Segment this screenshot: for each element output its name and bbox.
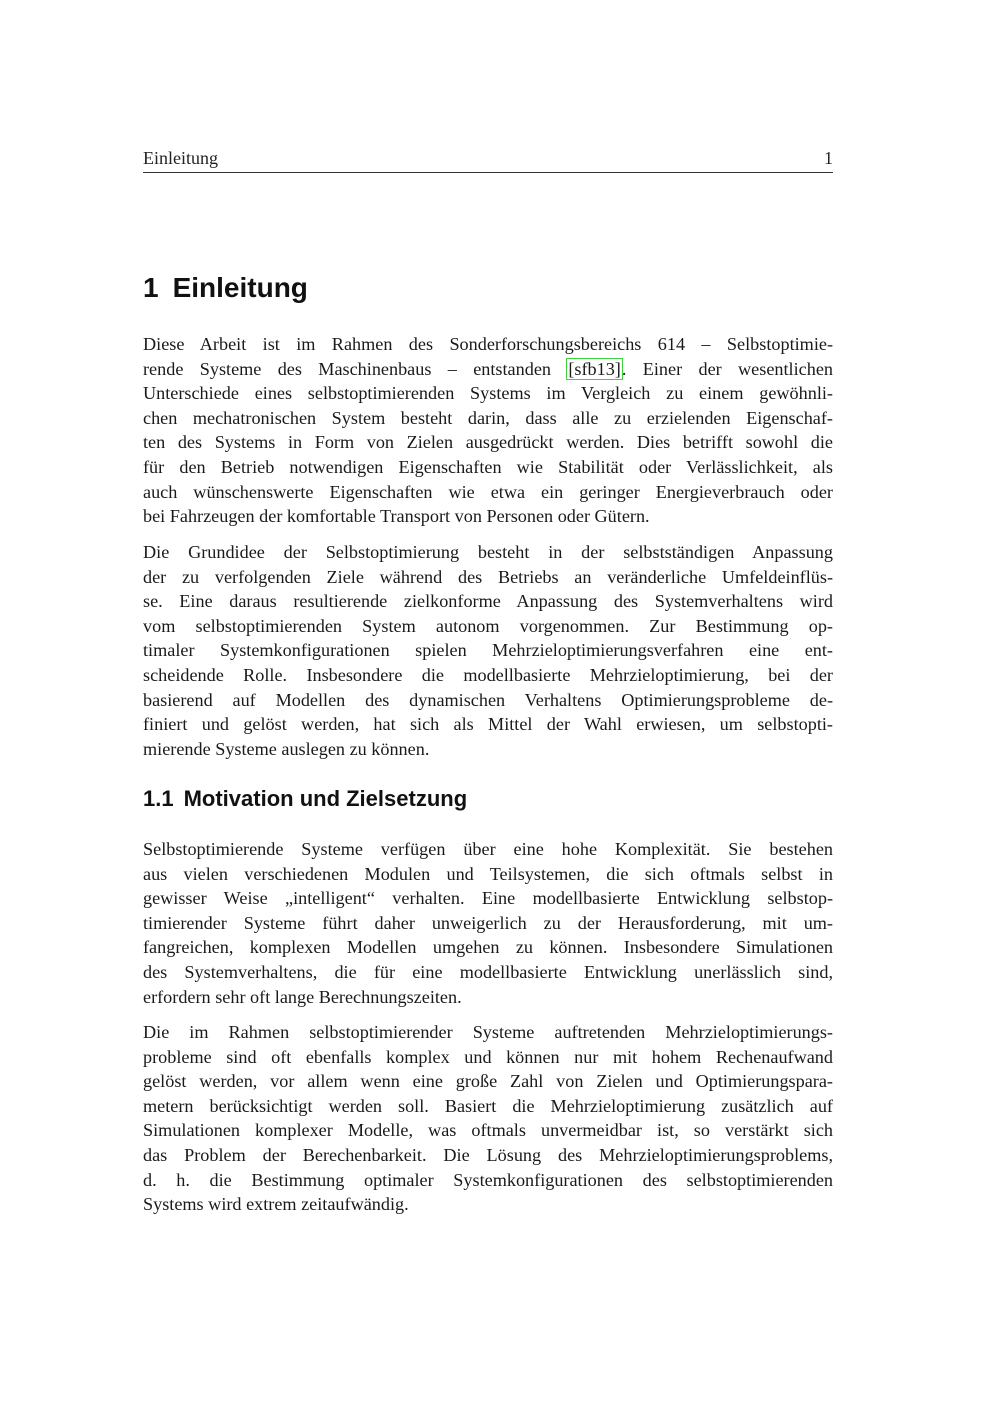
text-line: scheidende Rolle. Insbesondere die modellbasierte Mehrzieloptimierung, bei der [143,664,833,685]
text-line: für den Betrieb notwendigen Eigenschaften wie Stabilität oder Verlässlichkeit, als [143,456,833,477]
text-line: des Systemverhaltens, die für eine modellbasierte Entwicklung unerlässlich sind, [143,961,833,982]
text-line: das Problem der Berechenbarkeit. Die Lösung des Mehrzieloptimierungsproblems, [143,1144,833,1165]
text-line: vom selbstoptimierenden System autonom vorgenommen. Zur Bestimmung op- [143,615,833,636]
paragraph-motivation-2 [143,1020,833,1217]
text-line: bei Fahrzeugen der komfortable Transport von Personen oder Gütern. [143,506,650,527]
text-line: gewisser Weise „intelligent“ verhalten. Eine modellbasierte Entwicklung selbstop- [143,888,833,909]
text-line: se. Eine daraus resultierende zielkonforme Anpassung des Systemverhaltens wird [143,591,833,612]
text-line: auch wünschenswerte Eigenschaften wie etwa ein geringer Energieverbrauch oder [143,481,833,502]
chapter-number: 1 [143,272,159,303]
text-line: Selbstoptimierende Systeme verfügen über eine hohe Komplexität. Sie bestehen [143,839,833,859]
section-heading [143,786,467,812]
text-line: aus vielen verschiedenen Modulen und Teilsystemen, die sich oftmals selbst in [143,863,833,884]
text-line: timierender Systeme führt daher unweigerlich zu der Herausforderung, mit um- [143,912,833,933]
text-line: basierend auf Modellen des dynamischen Verhaltens Optimierungsprobleme de- [143,689,833,710]
chapter-title: Einleitung [172,272,308,303]
text-line: ten des Systems in Form von Zielen ausgedrückt werden. Dies betrifft sowohl die [143,432,833,453]
text-line: fangreichen, komplexen Modellen umgehen zu können. Insbesondere Simulationen [143,937,833,958]
text-line: mierende Systeme auslegen zu können. [143,738,430,759]
text-line: metern berücksichtigt werden soll. Basiert die Mehrzieloptimierung zusätzlich auf [143,1095,833,1116]
paragraph-intro-1 [143,332,833,529]
text-line: finiert und gelöst werden, hat sich als Mittel der Wahl erwiesen, um selbstopti- [143,714,833,735]
text-line: gelöst werden, vor allem wenn eine große Zahl von Zielen und Optimierungspara- [143,1071,833,1092]
text-line: Die im Rahmen selbstoptimierender Systeme auftretenden Mehrzieloptimierungs- [143,1022,833,1042]
text-fragment: rende Systeme des Maschinenbaus – entstanden [143,358,568,379]
text-line: erfordern sehr oft lange Berechnungszeiten. [143,986,462,1007]
section-title: Motivation und Zielsetzung [183,786,468,811]
text-line: Systems wird extrem zeitaufwändig. [143,1194,409,1215]
text-line: d. h. die Bestimmung optimaler Systemkonfigurationen des selbstoptimierenden [143,1169,833,1190]
text-line: der zu verfolgenden Ziele während des Betriebs an veränderliche Umfeldeinflüs- [143,566,833,587]
paragraph-motivation-1 [143,837,833,1009]
section-number: 1.1 [143,786,174,811]
text-fragment: . Einer der wesentlichen [621,358,833,379]
chapter-heading [143,272,308,304]
text-line-with-citation [143,357,833,382]
text-line: chen mechatronischen System besteht darin, dass alle zu erzielenden Eigenschaf- [143,407,833,428]
text-line: timaler Systemkonfigurationen spielen Mehrzieloptimierungsverfahren eine ent- [143,640,833,661]
paragraph-intro-2 [143,540,833,761]
text-line: Simulationen komplexer Modelle, was oftmals unvermeidbar ist, so verstärkt sich [143,1120,833,1141]
page-number: 1 [824,148,833,168]
citation-link[interactable]: [sfb13] [568,358,621,379]
running-header [143,148,833,173]
text-line: Unterschiede eines selbstoptimierenden Systems im Vergleich zu einem gewöhnli- [143,383,833,404]
text-line: Diese Arbeit ist im Rahmen des Sonderforschungsbereichs 614 – Selbstoptimie- [143,334,833,354]
text-line: Die Grundidee der Selbstoptimierung besteht in der selbstständigen Anpassung [143,542,833,562]
running-header-title: Einleitung [143,148,218,168]
text-line: probleme sind oft ebenfalls komplex und können nur mit hohem Rechenaufwand [143,1046,833,1067]
